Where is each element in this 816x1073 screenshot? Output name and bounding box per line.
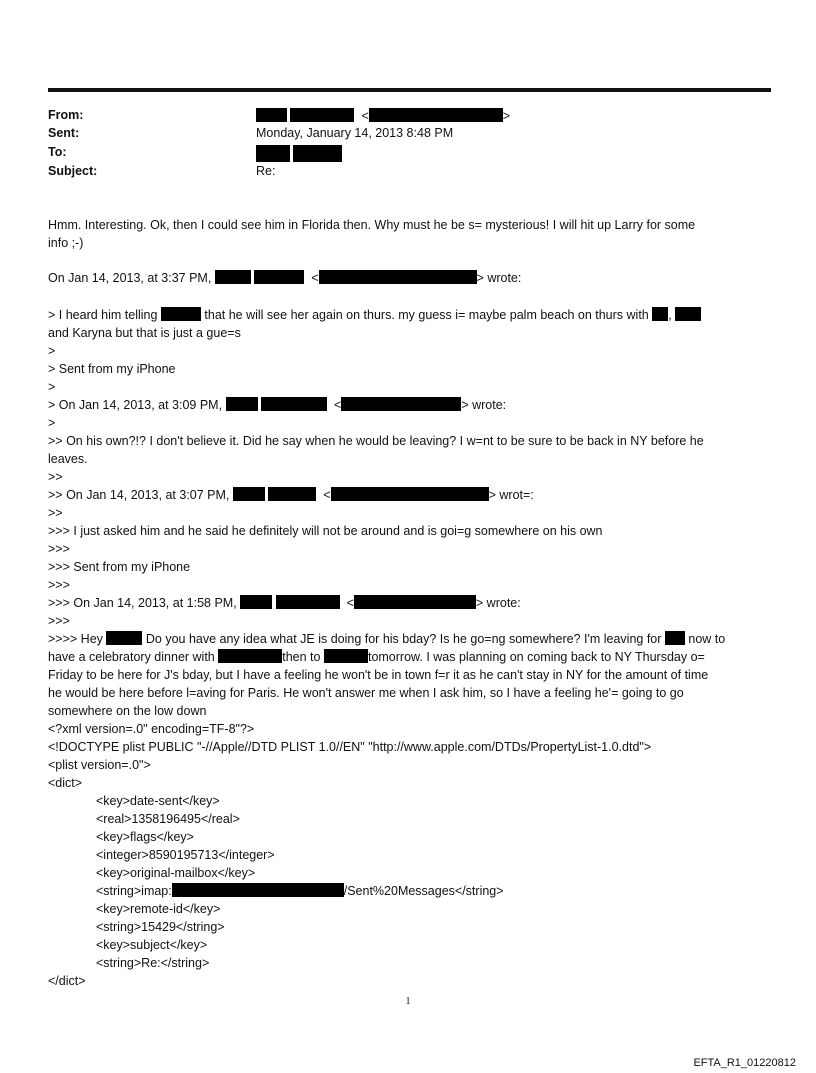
plist-line: <real>1358196495</real> [96, 812, 240, 826]
body-line: > [48, 344, 56, 358]
email-header [48, 108, 768, 188]
angle-open: < [311, 271, 319, 285]
body-line: >> On his own?!? I don't believe it. Did he say when he would be leaving? I w=nt to be sure to be back in NY before he [48, 434, 704, 448]
quote-header-text: >> On Jan 14, 2013, at 3:07 PM, [48, 488, 230, 502]
body-line: > [48, 416, 56, 430]
redaction [254, 270, 304, 284]
body-line: and Karyna but that is just a gue=s [48, 326, 241, 340]
plist-line: <key>remote-id</key> [96, 902, 221, 916]
plist-text: <string>imap: [96, 884, 172, 898]
quote-text: , [668, 308, 672, 322]
body-line [48, 631, 725, 647]
plist-line: <key>date-sent</key> [96, 794, 220, 808]
body-line: info ;-) [48, 236, 84, 250]
quote-header [48, 270, 521, 286]
redaction [233, 487, 265, 501]
wrote-text: > wrote: [461, 398, 507, 412]
plist-line: <key>subject</key> [96, 938, 208, 952]
body-line: >>> [48, 614, 70, 628]
to-label: To: [48, 145, 67, 159]
quote-text: then to [282, 650, 321, 664]
quote-header [48, 397, 506, 413]
plist-line: <string>Re:</string> [96, 956, 210, 970]
body-line: >>> [48, 542, 70, 556]
redaction [290, 108, 354, 122]
redaction [240, 595, 272, 609]
redaction [652, 307, 668, 321]
angle-open: < [361, 109, 369, 123]
redaction [276, 595, 340, 609]
plist-text: /Sent%20Messages</string> [343, 884, 504, 898]
body-line: leaves. [48, 452, 88, 466]
body-line: Friday to be here for J's bday, but I have a feeling he won't be in town f=r it as he can't stay in NY for the amount of time [48, 668, 709, 682]
plist-line: <!DOCTYPE plist PUBLIC "-//Apple//DTD PLIST 1.0//EN" "http://www.apple.com/DTDs/PropertyList-1.0.dtd"> [48, 740, 652, 754]
plist-line: <integer>8590195713</integer> [96, 848, 275, 862]
redaction [354, 595, 476, 609]
redaction [341, 397, 461, 411]
body-line: somewhere on the low down [48, 704, 207, 718]
angle-open: < [334, 398, 342, 412]
quote-text: >>>> Hey [48, 632, 103, 646]
header-rule [48, 88, 771, 92]
subject-label: Subject: [48, 164, 98, 178]
quote-text: that he will see her again on thurs. my guess i= maybe palm beach on thurs with [204, 308, 649, 322]
redaction [215, 270, 251, 284]
body-line: >>> Sent from my iPhone [48, 560, 191, 574]
from-label: From: [48, 108, 84, 122]
plist-line: <string>15429</string> [96, 920, 225, 934]
quote-header-text: >>> On Jan 14, 2013, at 1:58 PM, [48, 596, 237, 610]
redaction [226, 397, 258, 411]
redaction [293, 145, 342, 162]
wrote-text: > wrote: [476, 271, 522, 285]
plist-line [48, 883, 504, 899]
from-value [256, 108, 510, 123]
plist-line: </dict> [48, 974, 86, 988]
document-id: EFTA_R1_01220812 [693, 1057, 796, 1069]
body-line: Hmm. Interesting. Ok, then I could see him in Florida then. Why must he be s= mysterious! I will hit up Larry for some [48, 218, 696, 232]
body-line: he would be here before l=aving for Paris. He won't answer me when I ask him, so I have a feeling he'= going to go [48, 686, 684, 700]
body-line: > [48, 380, 56, 394]
quote-text: > I heard him telling [48, 308, 158, 322]
body-line: >>> [48, 578, 70, 592]
body-line: >> [48, 506, 63, 520]
redaction [665, 631, 685, 645]
wrote-text: > wrot=: [488, 488, 534, 502]
redaction [256, 108, 287, 122]
quote-header-text: > On Jan 14, 2013, at 3:09 PM, [48, 398, 223, 412]
quote-header-text: On Jan 14, 2013, at 3:37 PM, [48, 271, 212, 285]
page-number: 1 [405, 996, 411, 1007]
redaction [256, 145, 290, 162]
redaction [172, 883, 344, 897]
redaction [369, 108, 503, 122]
to-value [256, 145, 342, 163]
redaction [106, 631, 142, 645]
redaction [331, 487, 489, 501]
sent-label: Sent: [48, 126, 80, 140]
body-line [48, 649, 705, 665]
redaction [675, 307, 701, 321]
redaction [218, 649, 282, 663]
quote-text: Do you have any idea what JE is doing for his bday? Is he go=ng somewhere? I'm leaving for [145, 632, 662, 646]
angle-close: > [502, 109, 511, 123]
plist-line: <dict> [48, 776, 83, 790]
sent-value: Monday, January 14, 2013 8:48 PM [256, 126, 454, 140]
body-line: >> [48, 470, 63, 484]
angle-open: < [346, 596, 354, 610]
redaction [324, 649, 368, 663]
quote-header [48, 487, 534, 503]
quote-text: have a celebratory dinner with [48, 650, 215, 664]
subject-value: Re: [256, 164, 276, 178]
plist-line: <key>flags</key> [96, 830, 194, 844]
wrote-text: > wrote: [475, 596, 521, 610]
body-line [48, 307, 701, 323]
quote-text: tomorrow. I was planning on coming back to NY Thursday o= [367, 650, 705, 664]
quote-text: now to [688, 632, 726, 646]
redaction [319, 270, 477, 284]
plist-line: <plist version=.0"> [48, 758, 151, 772]
body-line: >>> I just asked him and he said he definitely will not be around and is goi=g somewhere on his own [48, 524, 603, 538]
body-line: > Sent from my iPhone [48, 362, 176, 376]
angle-open: < [323, 488, 331, 502]
redaction [161, 307, 201, 321]
plist-line: <key>original-mailbox</key> [96, 866, 256, 880]
redaction [268, 487, 316, 501]
quote-header [48, 595, 521, 611]
plist-line: <?xml version=.0" encoding=TF-8"?> [48, 722, 255, 736]
redaction [261, 397, 327, 411]
